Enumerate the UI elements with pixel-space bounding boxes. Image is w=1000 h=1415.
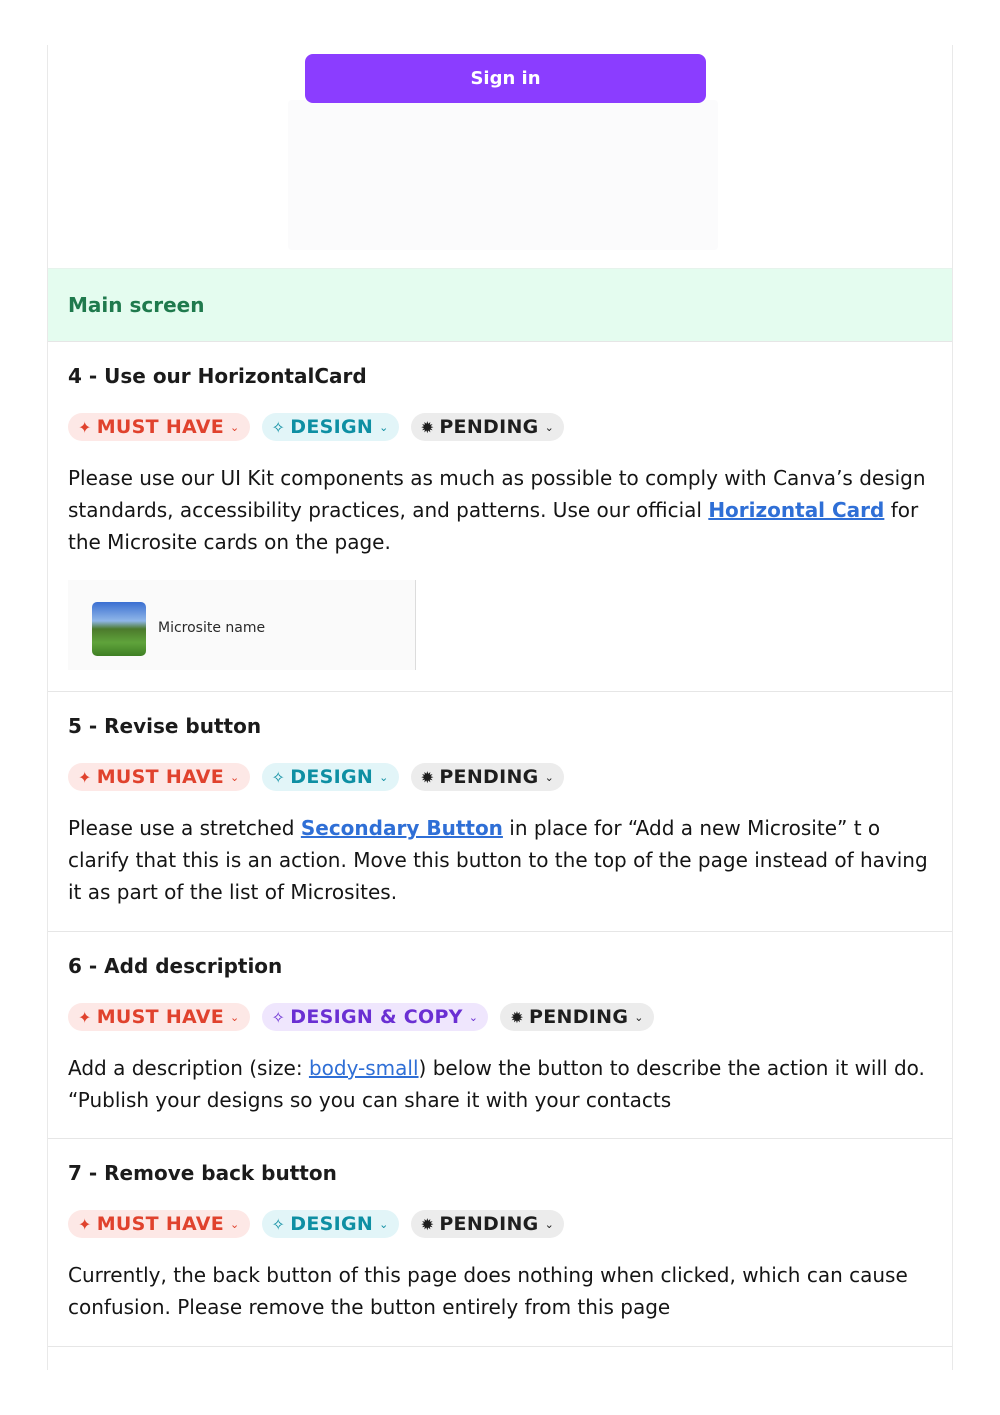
chevron-down-icon: ⌄: [230, 1217, 240, 1231]
signin-preview-area: [48, 45, 952, 268]
sparkle-icon: ✦: [78, 417, 92, 437]
burst-icon: ✹: [420, 767, 435, 787]
tag-label: MUST HAVE: [96, 1006, 225, 1028]
chevron-down-icon: ⌄: [230, 1010, 240, 1024]
sparkle-icon: ✦: [78, 1007, 92, 1027]
sparkle-icon: ✦: [78, 767, 92, 787]
feedback-item-7: [48, 1139, 952, 1347]
tag-row: [68, 1003, 654, 1031]
text-segment: Please use our UI Kit components as much as possible to comply with Canva’s design standards, accessibility practices, and patterns. Use our official: [68, 466, 926, 522]
item-description: Currently, the back button of this page does nothing when clicked, which can cause confusion. Please remove the button entirely from this page: [68, 1263, 908, 1319]
chevron-down-icon: ⌄: [230, 420, 240, 434]
priority-tag[interactable]: [68, 1210, 250, 1238]
item-title: 7 - Remove back button: [68, 1161, 337, 1185]
text-segment: ) below the button to describe the action it will do. “Publish your designs so you can share it with your contacts: [68, 1056, 925, 1112]
item-title: 4 - Use our HorizontalCard: [68, 364, 367, 388]
chevron-down-icon: ⌄: [379, 420, 389, 434]
tag-row: [68, 763, 564, 791]
item-description: [68, 1052, 928, 1116]
text-segment: Please use a stretched: [68, 816, 301, 840]
tag-label: PENDING: [439, 1213, 539, 1235]
sparkle-icon: ✦: [78, 1214, 92, 1234]
burst-icon: ✹: [420, 1214, 435, 1234]
status-tag[interactable]: [411, 1210, 565, 1238]
chevron-down-icon: ⌄: [379, 1217, 389, 1231]
chevron-down-icon: ⌄: [544, 1217, 555, 1231]
category-tag[interactable]: [262, 1003, 489, 1031]
horizontal-card-link[interactable]: Horizontal Card: [708, 498, 885, 522]
burst-icon: ✹: [510, 1007, 524, 1027]
category-tag[interactable]: [262, 1210, 399, 1238]
design-star-icon: ✧: [271, 417, 286, 437]
secondary-button-link[interactable]: Secondary Button: [300, 816, 503, 840]
text-segment: in place for “Add a new Microsite” t o clarify that this is an action. Move this button to the top of the page instead of having it as part of the list of Microsites.: [68, 816, 928, 904]
category-tag[interactable]: [262, 413, 399, 441]
burst-icon: ✹: [420, 417, 435, 437]
horizontal-card-preview: [68, 580, 416, 670]
feedback-document: [47, 45, 953, 1370]
text-segment: Add a description (size:: [68, 1056, 309, 1080]
item-title: 6 - Add description: [68, 954, 283, 978]
feedback-item-6: [48, 932, 952, 1139]
design-star-icon: ✧: [271, 1007, 286, 1027]
design-star-icon: ✧: [271, 1214, 286, 1234]
feedback-item-4: [48, 342, 952, 692]
tag-label: MUST HAVE: [96, 1213, 225, 1235]
tag-label: PENDING: [439, 416, 539, 438]
item-description: [68, 812, 928, 908]
section-header-main-screen: [48, 268, 952, 342]
tag-row: [68, 413, 564, 441]
priority-tag[interactable]: [68, 413, 250, 441]
status-tag[interactable]: [411, 763, 565, 791]
chevron-down-icon: ⌄: [544, 420, 555, 434]
tag-label: DESIGN: [290, 416, 374, 438]
priority-tag[interactable]: [68, 763, 250, 791]
preview-backdrop: [288, 100, 718, 250]
tag-label: MUST HAVE: [96, 416, 225, 438]
category-tag[interactable]: [262, 763, 399, 791]
status-tag[interactable]: [500, 1003, 654, 1031]
chevron-down-icon: ⌄: [634, 1010, 644, 1024]
microsite-thumbnail: [92, 602, 146, 656]
feedback-item-5: [48, 692, 952, 932]
body-small-link[interactable]: body-small: [308, 1056, 419, 1080]
tag-label: DESIGN & COPY: [290, 1006, 463, 1028]
chevron-down-icon: ⌄: [230, 770, 240, 784]
chevron-down-icon: ⌄: [379, 770, 389, 784]
microsite-name: Microsite name: [158, 620, 266, 636]
tag-label: DESIGN: [290, 1213, 374, 1235]
item-description: [68, 462, 928, 558]
tag-label: PENDING: [529, 1006, 629, 1028]
tag-label: PENDING: [439, 766, 539, 788]
chevron-down-icon: ⌄: [544, 770, 555, 784]
tag-label: MUST HAVE: [96, 766, 225, 788]
priority-tag[interactable]: [68, 1003, 250, 1031]
tag-label: DESIGN: [290, 766, 374, 788]
status-tag[interactable]: [411, 413, 565, 441]
sign-in-button[interactable]: Sign in: [305, 54, 706, 103]
item-title: 5 - Revise button: [68, 714, 262, 738]
section-title: Main screen: [68, 293, 205, 317]
design-star-icon: ✧: [271, 767, 286, 787]
text-segment: for the Microsite cards on the page.: [68, 498, 919, 554]
tag-row: [68, 1210, 564, 1238]
chevron-down-icon: ⌄: [468, 1010, 479, 1024]
